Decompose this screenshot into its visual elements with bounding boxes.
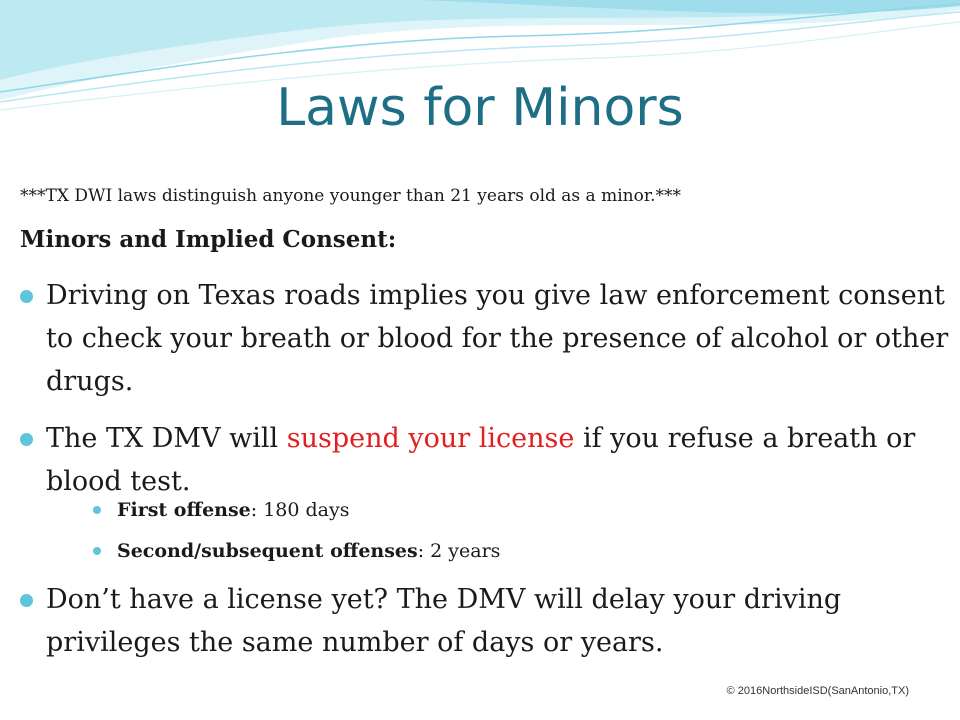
minor-definition-note: ***TX DWI laws distinguish anyone younger than 21 years old as a minor.*** xyxy=(20,186,681,206)
bullet-text: Don’t have a license yet? The DMV will delay your driving privileges the same number of days or years. xyxy=(46,584,842,658)
bullet-text-after: if you refuse a breath or blood test. xyxy=(46,423,916,497)
highlight-suspend-license: suspend your license xyxy=(286,423,575,454)
copyright-footer: © 2016NorthsideISD(SanAntonio,TX) xyxy=(726,685,909,697)
bullet-license-suspension xyxy=(0,417,950,503)
offense-label: Second/subsequent offenses xyxy=(117,540,418,562)
sub-bullet-dot-icon xyxy=(93,506,101,514)
sub-bullet-list xyxy=(0,498,950,563)
bullet-list-bottom xyxy=(0,578,950,664)
section-subheading: Minors and Implied Consent: xyxy=(20,226,397,253)
sub-bullet-second-offense xyxy=(0,539,950,563)
bullet-text: Driving on Texas roads implies you give law enforcement consent to check your breath or blood for the presence of alcohol or other drugs. xyxy=(46,280,949,397)
bullet-implied-consent xyxy=(0,274,950,403)
offense-penalty: : 2 years xyxy=(417,540,501,562)
bullet-no-license xyxy=(0,578,950,664)
bullet-text-before: The TX DMV will xyxy=(46,423,287,454)
slide-title: Laws for Minors xyxy=(276,78,684,138)
bullet-dot-icon xyxy=(20,290,33,303)
bullet-dot-icon xyxy=(20,594,33,607)
offense-penalty: : 180 days xyxy=(250,499,350,521)
sub-bullet-first-offense xyxy=(0,498,950,522)
offense-label: First offense xyxy=(117,499,251,521)
bullet-list-top xyxy=(0,274,950,503)
bullet-dot-icon xyxy=(20,433,33,446)
sub-bullet-dot-icon xyxy=(93,547,101,555)
